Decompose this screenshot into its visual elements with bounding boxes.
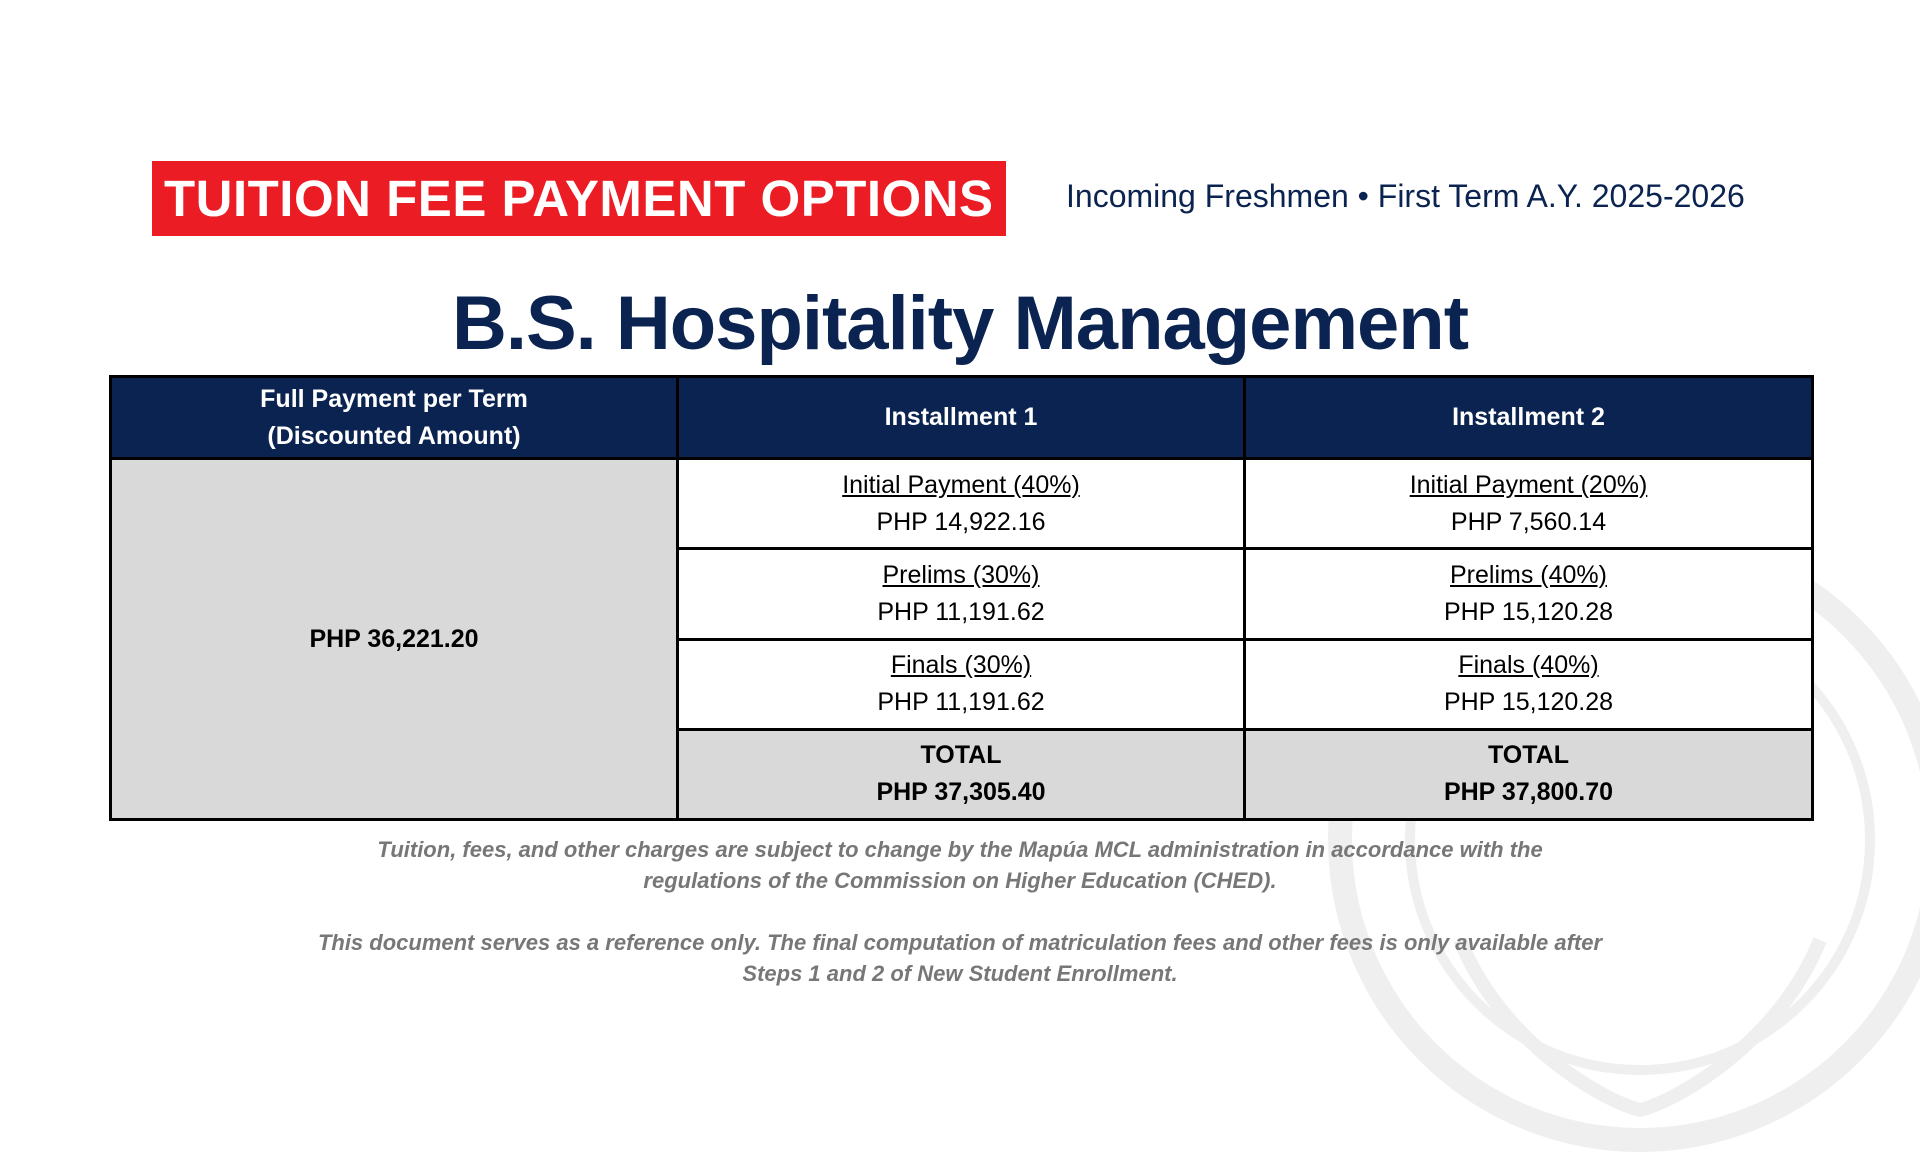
inst2-prelims-cell [1245,549,1813,639]
fee-table [109,375,1814,821]
inst2-total-amount: PHP 37,800.70 [1443,778,1614,807]
header-full-line1: Full Payment per Term [260,384,528,413]
inst2-finals-amount: PHP 15,120.28 [1443,688,1614,717]
header-full-line2: (Discounted Amount) [267,421,521,450]
inst1-total-amount: PHP 37,305.40 [876,778,1046,807]
disclaimer-reference-line2: Steps 1 and 2 of New Student Enrollment. [742,961,1178,986]
inst1-total-label: TOTAL [920,741,1002,770]
header-row [152,161,1006,236]
header-installment-2: Installment 2 [1245,377,1813,459]
disclaimer-reference [0,927,1920,989]
table-header-row [111,377,1813,459]
inst2-initial-label: Initial Payment (20%) [1409,470,1648,499]
inst1-finals-amount: PHP 11,191.62 [877,688,1045,717]
inst1-prelims-cell [678,549,1245,639]
table-row [111,459,1813,549]
inst2-finals-label: Finals (40%) [1458,651,1599,680]
inst2-initial-cell [1245,459,1813,549]
inst1-prelims-amount: PHP 11,191.62 [877,597,1045,626]
inst2-total-label: TOTAL [1487,741,1569,770]
disclaimer-reference-line1: This document serves as a reference only. The final computation of matriculation fees and other fees is only available after [317,930,1603,955]
inst2-finals-cell [1245,639,1813,729]
header-installment-1: Installment 1 [678,377,1245,459]
inst1-initial-amount: PHP 14,922.16 [876,507,1046,536]
disclaimer-charges-line2: regulations of the Commission on Higher Education (CHED). [643,868,1277,893]
inst2-initial-amount: PHP 7,560.14 [1450,507,1607,536]
inst1-finals-cell [678,639,1245,729]
inst1-initial-cell [678,459,1245,549]
inst2-total-cell [1245,729,1813,819]
program-title: B.S. Hospitality Management [451,281,1469,366]
page-title-badge: TUITION FEE PAYMENT OPTIONS [152,161,1006,236]
header-full-payment [111,377,678,459]
disclaimer-charges-line1: Tuition, fees, and other charges are subject to change by the Mapúa MCL administration in accordance with the [377,837,1543,862]
full-payment-amount: PHP 36,221.20 [111,459,678,820]
inst1-prelims-label: Prelims (30%) [882,560,1040,589]
page-subtitle: Incoming Freshmen • First Term A.Y. 2025-2026 [1066,178,1745,214]
inst1-finals-label: Finals (30%) [890,651,1032,680]
inst1-total-cell [678,729,1245,819]
inst2-prelims-label: Prelims (40%) [1450,560,1607,589]
inst2-prelims-amount: PHP 15,120.28 [1443,597,1614,626]
disclaimer-charges [0,834,1920,896]
inst1-initial-label: Initial Payment (40%) [842,470,1080,499]
